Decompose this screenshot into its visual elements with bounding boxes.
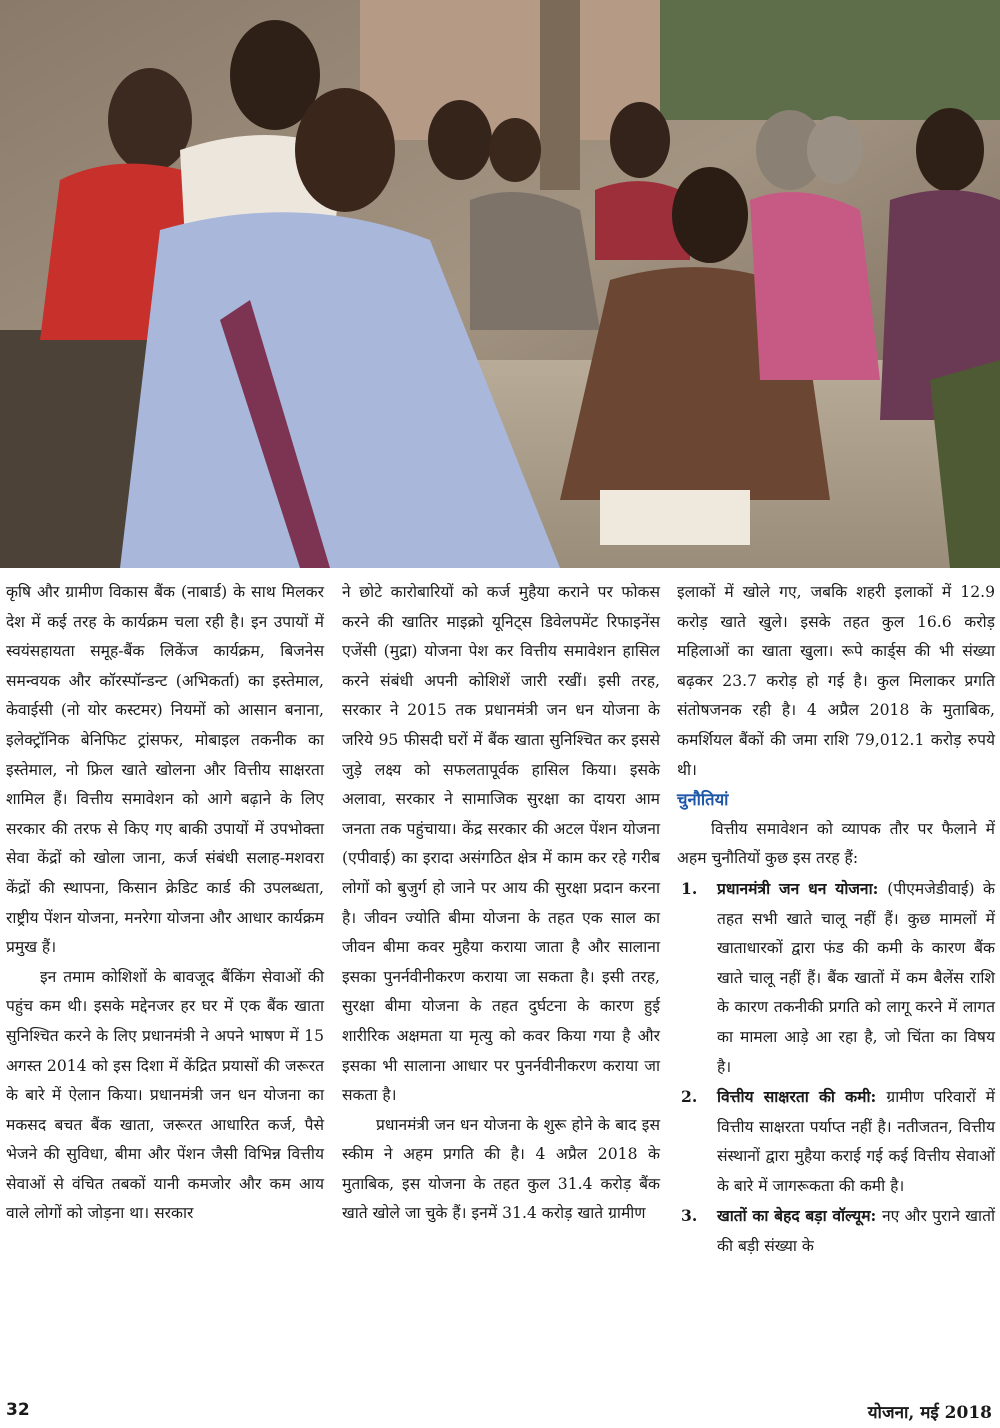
list-item-text: नए और पुराने खातों की बड़ी संख्या के	[717, 1207, 995, 1256]
column-1	[6, 578, 324, 1229]
article-body	[0, 578, 1000, 1368]
challenges-list	[677, 874, 995, 1262]
list-item-text: ग्रामीण परिवारों में वित्तीय साक्षरता पर्याप्त नहीं है। नतीजतन, वित्तीय संस्थानों द्वारा मुहैया कराई गई कई वित्तीय सेवाओं के बारे में जागरूकता की कमी है।	[717, 1088, 995, 1195]
list-item	[677, 1082, 995, 1201]
list-number: 3.	[681, 1206, 698, 1226]
list-item-text: (पीएमजेडीवाई) के तहत सभी खाते चालू नहीं हैं। कुछ मामलों में खाताधारकों द्वारा फंड की कमी के कारण बैंक खाते चालू नहीं हैं। बैंक खातों में कम बैलेंस राशि के कारण तकनीकी प्रगति को लागू करने में लागत का मामला आड़े आ रहा है, जो चिंता का विषय है।	[717, 879, 996, 1076]
section-heading: चुनौतियां	[677, 790, 729, 810]
list-item-title: प्रधानमंत्री जन धन योजना:	[717, 878, 888, 898]
paragraph: कृषि और ग्रामीण विकास बैंक (नाबार्ड) के साथ मिलकर देश में कई तरह के कार्यक्रम चला रही है। इन उपायों में स्वयंसहायता समूह-बैंक लिकेंज कार्यक्रम, बिजनेस समन्वयक और कॉरस्पॉन्डन्ट (अभिकर्ता) का इस्तेमाल, केवाईसी (नो योर कस्टमर) नियमों को आसान बनाना, इलेक्ट्रॉनिक बेनिफिट ट्रांसफर, मोबाइल तकनीक का इस्तेमाल, नो फ्रिल खाते खोलना और वित्तीय साक्षरता शामिल हैं। वित्तीय समावेशन को आगे बढ़ाने के लिए सरकार की तरफ से किए गए बाकी उपायों में उपभोक्ता सेवा केंद्रों को खोला जाना, कर्ज संबंधी सलाह-मशवरा केंद्रों की स्थापना, किसान क्रेडिट कार्ड की उपलब्धता, राष्ट्रीय पेंशन योजना, मनरेगा योजना और आधार कार्यक्रम प्रमुख हैं।	[6, 583, 324, 957]
column-2	[342, 578, 660, 1229]
page-number: 32	[6, 1400, 30, 1420]
list-item	[677, 1201, 995, 1261]
list-item-title: खातों का बेहद बड़ा वॉल्यूम:	[717, 1206, 883, 1226]
article-photo	[0, 0, 1000, 568]
paragraph: वित्तीय समावेशन को व्यापक तौर पर फैलाने में अहम चुनौतियों कुछ इस तरह हैं:	[677, 819, 995, 868]
paragraph: इन तमाम कोशिशों के बावजूद बैंकिंग सेवाओं की पहुंच कम थी। इसके मद्देनजर हर घर में एक बैंक खाता सुनिश्चित करने के लिए प्रधानमंत्री ने अपने भाषण में 15 अगस्त 2014 को इस दिशा में केंद्रित प्रयासों की जरूरत के बारे में ऐलान किया। प्रधानमंत्री जन धन योजना का मकसद बचत बैंक खाता, जरूरत आधारित कर्ज, पैसे भेजने की सुविधा, बीमा और पेंशन जैसी विभिन्न वित्तीय सेवाओं से वंचित तबकों यानी कमजोर और कम आय वाले लोगों को जोड़ना था। सरकार	[6, 967, 324, 1223]
paragraph: इलाकों में खोले गए, जबकि शहरी इलाकों में 12.9 करोड़ खाते खुले। इसके तहत कुल 16.6 करोड़ महिलाओं का खाता खुला। रूपे कार्ड्स की भी संख्या बढ़कर 23.7 करोड़ हो गई है। कुल मिलाकर प्रगति संतोषजनक रही है। 4 अप्रैल 2018 के मुताबिक, कमर्शियल बैंकों की जमा राशि 79,012.1 करोड़ रुपये थी।	[677, 583, 995, 779]
list-item-title: वित्तीय साक्षरता की कमी:	[717, 1087, 887, 1107]
list-item	[677, 874, 995, 1082]
column-3	[677, 578, 995, 1262]
list-number: 1.	[681, 878, 698, 898]
photo-women-self-help-group-meeting	[0, 0, 1000, 568]
list-number: 2.	[681, 1087, 698, 1107]
paragraph: प्रधानमंत्री जन धन योजना के शुरू होने के बाद इस स्कीम ने अहम प्रगति की है। 4 अप्रैल 2018 के मुताबिक, इस योजना के तहत कुल 31.4 करोड़ बैंक खाते खोले जा चुके हैं। इनमें 31.4 करोड़ खाते ग्रामीण	[342, 1115, 660, 1223]
paragraph: ने छोटे कारोबारियों को कर्ज मुहैया कराने पर फोकस करने की खातिर माइक्रो यूनिट्स डिवेलपमेंट रिफाइनेंस एजेंसी (मुद्रा) योजना पेश कर वित्तीय समावेशन हासिल करने संबंधी अपनी कोशिशें जारी रखीं। इसी तरह, सरकार ने 2015 तक प्रधानमंत्री जन धन योजना के जरिये 95 फीसदी घरों में बैंक खाता सुनिश्चित कर इससे जुड़े लक्ष्य को सफलतापूर्वक हासिल किया। इसके अलावा, सरकार ने सामाजिक सुरक्षा का दायरा आम जनता तक पहुंचाया। केंद्र सरकार की अटल पेंशन योजना (एपीवाई) का इरादा असंगठित क्षेत्र में काम कर रहे गरीब लोगों को बुजुर्ग हो जाने पर आय की सुरक्षा प्रदान करना है। जीवन ज्योति बीमा योजना के तहत एक साल का जीवन बीमा कवर मुहैया कराया जाता है और सालाना इसका पुनर्नवीनीकरण कराया जा सकता है। इसी तरह, सुरक्षा बीमा योजना के तहत दुर्घटना के कारण हुई शारीरिक अक्षमता या मृत्यु को कवर किया गया है और इसका भी सालाना आधार पर पुनर्नवीनीकरण कराया जा सकता है।	[342, 583, 660, 1105]
magazine-name-date: योजना, मई 2018	[867, 1403, 992, 1423]
